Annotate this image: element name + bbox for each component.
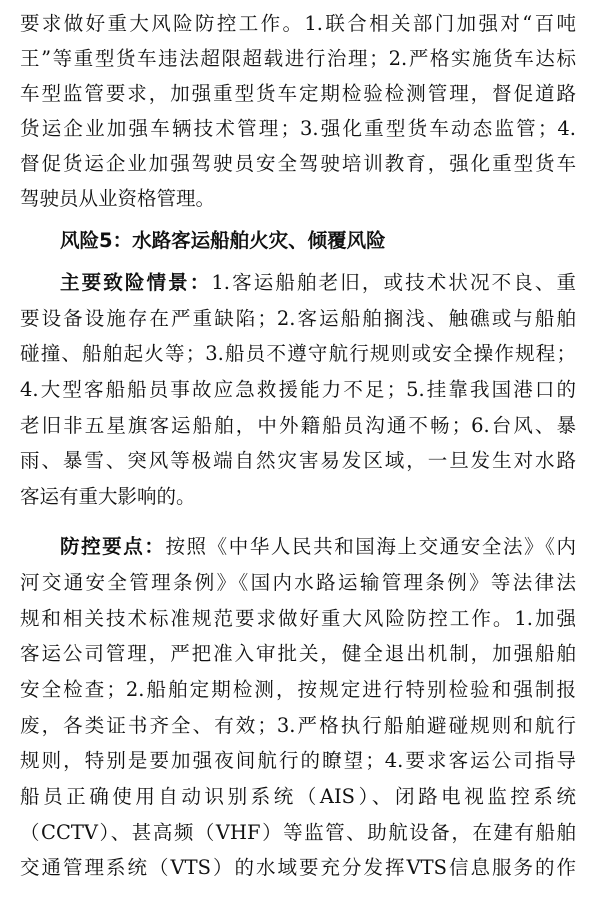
text-line: 要设备设施存在严重缺陷；2.客运船舶搁浅、触礁或与船舶 — [20, 307, 576, 330]
text-line: 废，各类证书齐全、有效；3.严格执行船舶避碰规则和航行 — [20, 714, 576, 737]
control-first-line — [60, 533, 576, 561]
text-line: 老旧非五星旗客运船舶，中外籍船员沟通不畅；6.台风、暴 — [20, 414, 576, 437]
text-line: 货运企业加强车辆技术管理；3.强化重型货车动态监管；4. — [20, 117, 576, 140]
text-line: 督促货运企业加强驾驶员安全驾驶培训教育，强化重型货车 — [20, 152, 576, 175]
scenario-lead: 主要致险情景： — [60, 271, 212, 294]
text-line: 客运公司管理，严把准入审批关，健全退出机制，加强船舶 — [20, 642, 576, 665]
text-line: 船员正确使用自动识别系统（AIS）、闭路电视监控系统 — [20, 785, 576, 808]
text-line: 规则，特别是要加强夜间航行的瞭望；4.要求客运公司指导 — [20, 749, 576, 772]
section-heading: 风险5：水路客运船舶火灾、倾覆风险 — [60, 229, 386, 252]
scenario-first-text: 1.客运船舶老旧，或技术状况不良、重 — [211, 271, 576, 294]
text-line: 规和相关技术标准规范要求做好重大风险防控工作。1.加强 — [20, 607, 576, 630]
text-line: 驾驶员从业资格管理。 — [20, 187, 216, 210]
text-line: 要求做好重大风险防控工作。1.联合相关部门加强对“百吨 — [20, 12, 576, 35]
text-line: 雨、暴雪、突风等极端自然灾害易发区域，一旦发生对水路 — [20, 449, 576, 472]
text-line: （CCTV）、甚高频（VHF）等监管、助航设备，在建有船舶 — [20, 821, 576, 844]
text-line: 王”等重型货车违法超限超载进行治理；2.严格实施货车达标 — [20, 47, 576, 70]
control-lead: 防控要点： — [60, 535, 166, 558]
text-line: 碰撞、船舶起火等；3.船员不遵守航行规则或安全操作规程； — [20, 342, 576, 365]
scenario-first-line — [60, 269, 576, 297]
text-line: 安全检查；2.船舶定期检测，按规定进行特别检验和强制报 — [20, 678, 576, 701]
text-line: 4.大型客船船员事故应急救援能力不足；5.挂靠我国港口的 — [20, 378, 576, 401]
text-line: 交通管理系统（VTS）的水域要充分发挥VTS信息服务的作 — [20, 856, 576, 879]
control-first-text: 按照《中华人民共和国海上交通安全法》《内 — [165, 535, 576, 558]
text-line: 客运有重大影响的。 — [20, 485, 196, 508]
text-line: 河交通安全管理条例》《国内水路运输管理条例》等法律法 — [20, 571, 576, 594]
text-line: 车型监管要求，加强重型货车定期检验检测管理，督促道路 — [20, 82, 576, 105]
